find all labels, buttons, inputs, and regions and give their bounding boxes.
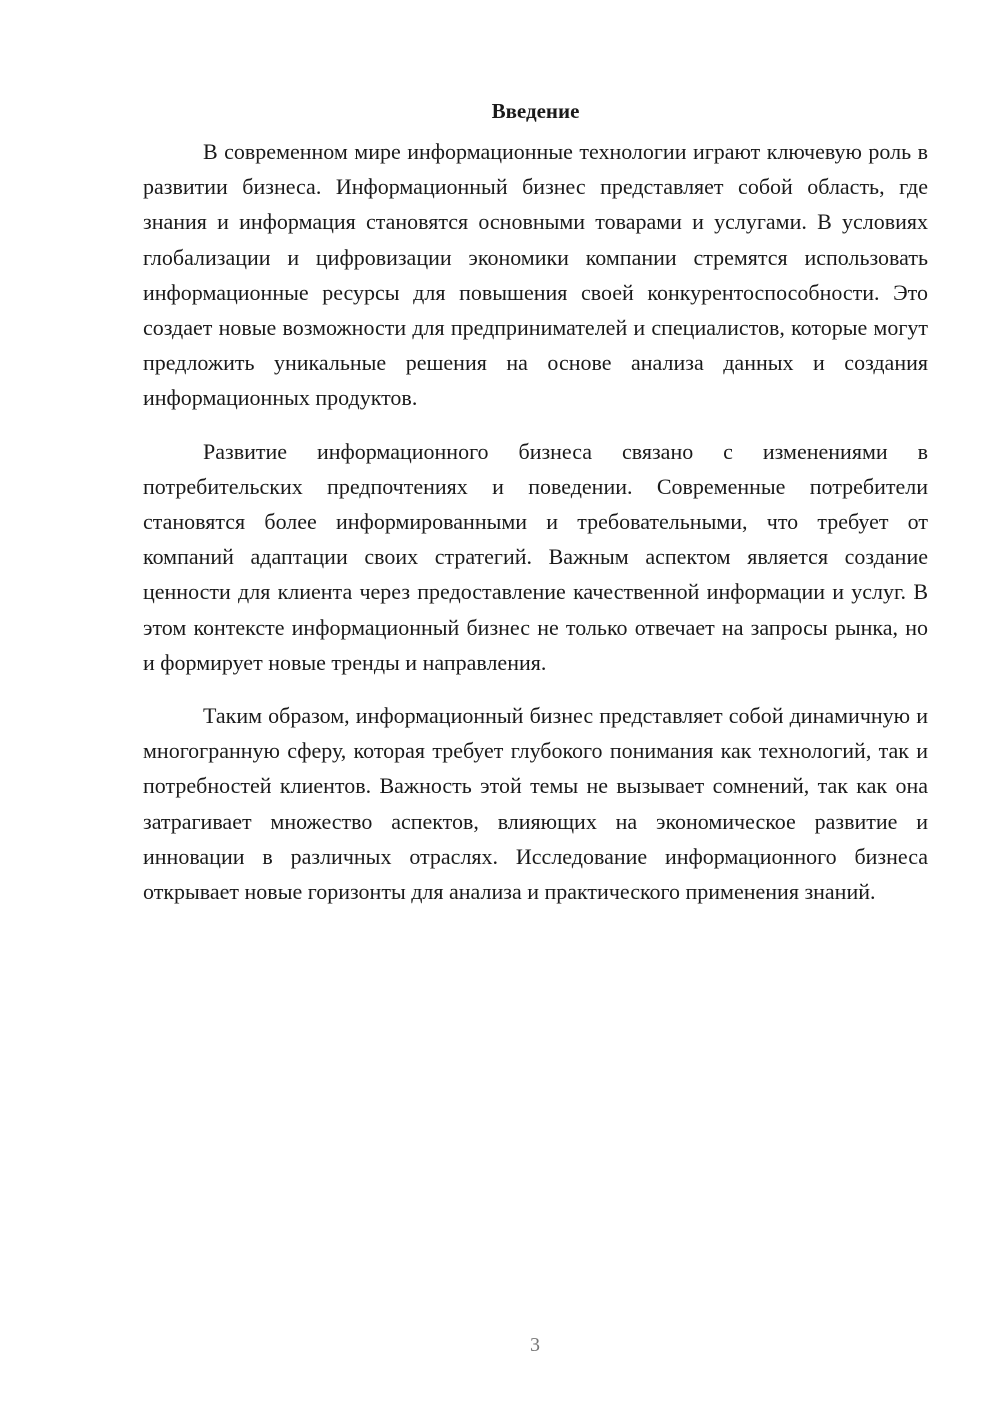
section-title: Введение <box>491 99 580 123</box>
page-number: 3 <box>530 1334 540 1356</box>
paragraph-3: Таким образом, информационный бизнес представляет собой динамичную и многогранную сферу, которая требует глубокого понимания как технологий, так и потребностей клиентов. Важность этой темы не вызывает сомнений, так как она затрагивает множество аспектов, влияющих на экономическое развитие и инновации в различных отраслях. Исследование информационного бизнеса открывает новые горизонты для анализа и практического применения знаний. <box>143 703 928 905</box>
paragraph-1: В современном мире информационные технологии играют ключевую роль в развитии бизнеса. Информационный бизнес представляет собой область, где знания и информация становятся основными товарами и услугами. В условиях глобализации и цифровизации экономики компании стремятся использовать информационные ресурсы для повышения своей конкурентоспособности. Это создает новые возможности для предпринимателей и специалистов, которые могут предложить уникальные решения на основе анализа данных и создания информационных продуктов. <box>143 139 928 411</box>
page-content <box>143 96 928 909</box>
paragraph-2: Развитие информационного бизнеса связано с изменениями в потребительских предпочтениях и поведении. Современные потребители становятся более информированными и требовательными, что требует от компаний адаптации своих стратегий. Важным аспектом является создание ценности для клиента через предоставление качественной информации и услуг. В этом контексте информационный бизнес не только отвечает на запросы рынка, но и формирует новые тренды и направления. <box>143 438 928 675</box>
